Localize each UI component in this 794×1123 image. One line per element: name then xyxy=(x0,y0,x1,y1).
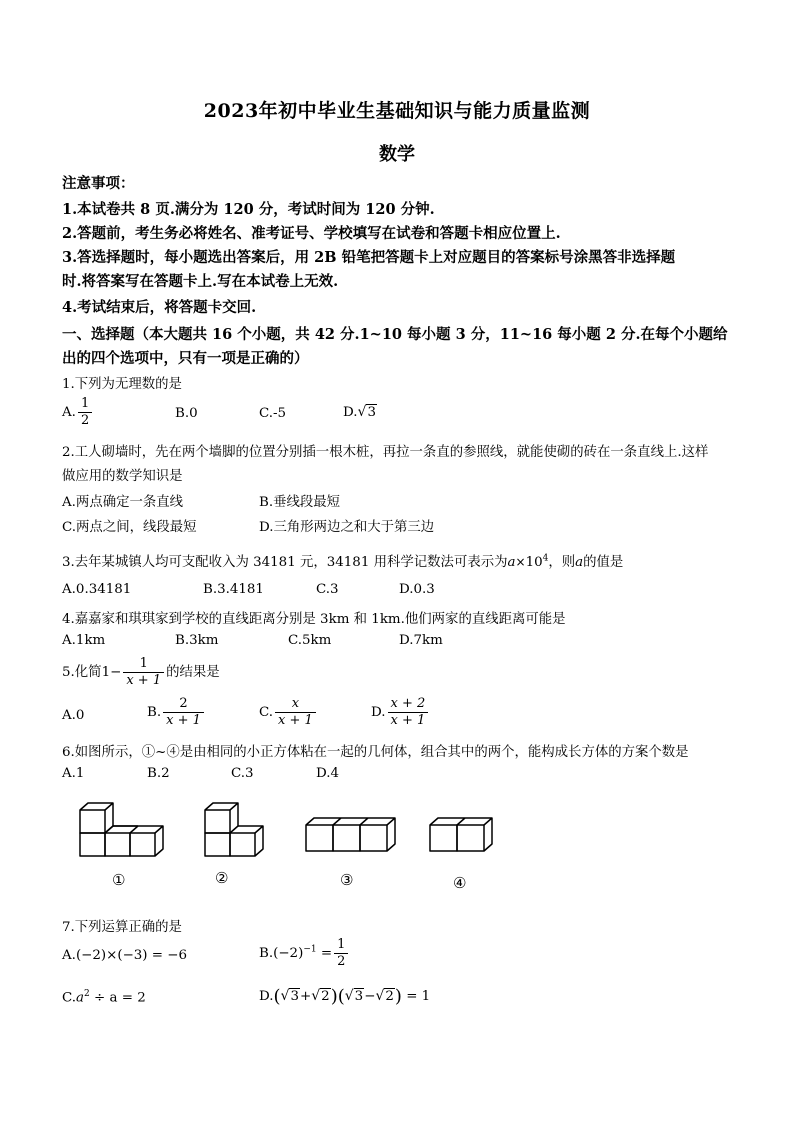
q7-option-c: $C.a^2 \div a = 2$ xyxy=(62,989,146,1006)
q6-option-d: D.4 xyxy=(316,766,340,781)
q6-cube-figures xyxy=(70,795,510,895)
section-heading-line2: 出的四个选项中，只有一项是正确的） xyxy=(62,350,309,367)
exam-title: 2023年初中毕业生基础知识与能力质量监测 xyxy=(203,100,591,122)
cube-figure-2 xyxy=(205,803,263,856)
q7-option-a: A.(−2)×(−3) = −6 xyxy=(62,948,188,963)
q5-option-a: A.0 xyxy=(62,708,85,723)
figure-label-1: ① xyxy=(112,871,126,889)
q4-option-a: A.1km xyxy=(62,633,106,648)
q7-option-d: D.(√3+√2)(√3−√2) = 1 xyxy=(259,986,431,1007)
q3-option-b: B.3.4181 xyxy=(203,582,264,597)
figure-label-2: ② xyxy=(215,869,229,887)
note-item-3: 3.答选择题时，每小题选出答案后，用 2B 铅笔把答题卡上对应题目的答案标号涂黑答非选择题 xyxy=(62,249,676,266)
q6-stem: 6.如图所示，①~④是由相同的小正方体粘在一起的几何体，组合其中的两个，能构成长方体的方案个数是 xyxy=(62,745,689,760)
q4-option-b: B.3km xyxy=(175,633,219,648)
q3-stem: 3.去年某城镇人均可支配收入为 34181 元，34181 用科学记数法可表示为$a\times 10^4$，则a的值是 xyxy=(62,553,624,570)
q1-option-b: B.0 xyxy=(175,406,198,421)
q1-stem: 1.下列为无理数的是 xyxy=(62,377,182,392)
cube-figure-1 xyxy=(80,803,163,856)
q2-option-b: B.垂线段最短 xyxy=(259,495,341,510)
q1-option-a xyxy=(62,396,94,429)
q3-option-c: C.3 xyxy=(316,582,339,597)
section-heading-line1: 一、选择题（本大题共 16 个小题，共 42 分.1~10 每小题 3 分，11~16 每小题 2 分.在每个小题给 xyxy=(62,326,728,343)
q2-stem-line2: 做应用的数学知识是 xyxy=(62,469,183,484)
q5-option-b: B. $\frac{2}{x + 1}$ xyxy=(147,696,206,729)
figure-label-4: ④ xyxy=(453,874,467,892)
q6-option-a: A.1 xyxy=(62,766,85,781)
q2-option-c: C.两点之间，线段最短 xyxy=(62,520,197,535)
q2-option-a: A.两点确定一条直线 xyxy=(62,495,184,510)
q1-d-sqrt: √3 xyxy=(357,404,376,420)
q4-option-d: D.7km xyxy=(399,633,443,648)
cube-figure-3 xyxy=(306,818,395,851)
q1-a-label: A. xyxy=(62,405,76,420)
q2-option-d: D.三角形两边之和大于第三边 xyxy=(259,520,435,535)
figure-label-3: ③ xyxy=(340,871,354,889)
exam-subject: 数学 xyxy=(379,144,415,165)
q5-option-c: C. $\frac{x}{x + 1}$ xyxy=(259,696,318,729)
cube-figure-4 xyxy=(430,818,492,851)
q7-option-b: $B.(-2)^{-1}$ = $\frac{1}{2}$ xyxy=(259,937,350,970)
q5-stem-fraction: $\frac{1}{x + 1}$ xyxy=(123,656,164,689)
q2-stem-line1: 2.工人砌墙时，先在两个墙脚的位置分别插一根木桩，再拉一条直的参照线，就能使砌的砖在一条直线上.这样 xyxy=(62,445,709,460)
q6-option-c: C.3 xyxy=(231,766,254,781)
q5-stem: 5.化简1− $\frac{1}{x + 1}$ 的结果是 xyxy=(62,656,220,688)
note-item-2: 2.答题前，考生务必将姓名、准考证号、学校填写在试卷和答题卡相应位置上. xyxy=(62,225,561,242)
q7-stem: 7.下列运算正确的是 xyxy=(62,920,182,935)
q1-option-d: D.√3 xyxy=(343,404,376,420)
q1-a-fraction: $\frac{1}{2}$ xyxy=(78,396,92,429)
note-item-3-cont: 时.将答案写在答题卡上.写在本试卷上无效. xyxy=(62,273,339,290)
q3-option-a: A.0.34181 xyxy=(62,582,132,597)
q3-option-d: D.0.3 xyxy=(399,582,435,597)
q5-option-d: D. $\frac{x + 2}{x + 1}$ xyxy=(371,696,430,729)
q4-option-c: C.5km xyxy=(288,633,332,648)
q1-option-c: C.-5 xyxy=(259,406,287,421)
notes-heading: 注意事项： xyxy=(62,175,135,192)
note-item-1: 1.本试卷共 8 页.满分为 120 分，考试时间为 120 分钟. xyxy=(62,201,435,218)
q4-stem: 4.嘉嘉家和琪琪家到学校的直线距离分别是 3km 和 1km.他们两家的直线距离可能是 xyxy=(62,612,566,627)
note-item-4: 4.考试结束后，将答题卡交回. xyxy=(62,299,257,316)
q6-option-b: B.2 xyxy=(147,766,170,781)
